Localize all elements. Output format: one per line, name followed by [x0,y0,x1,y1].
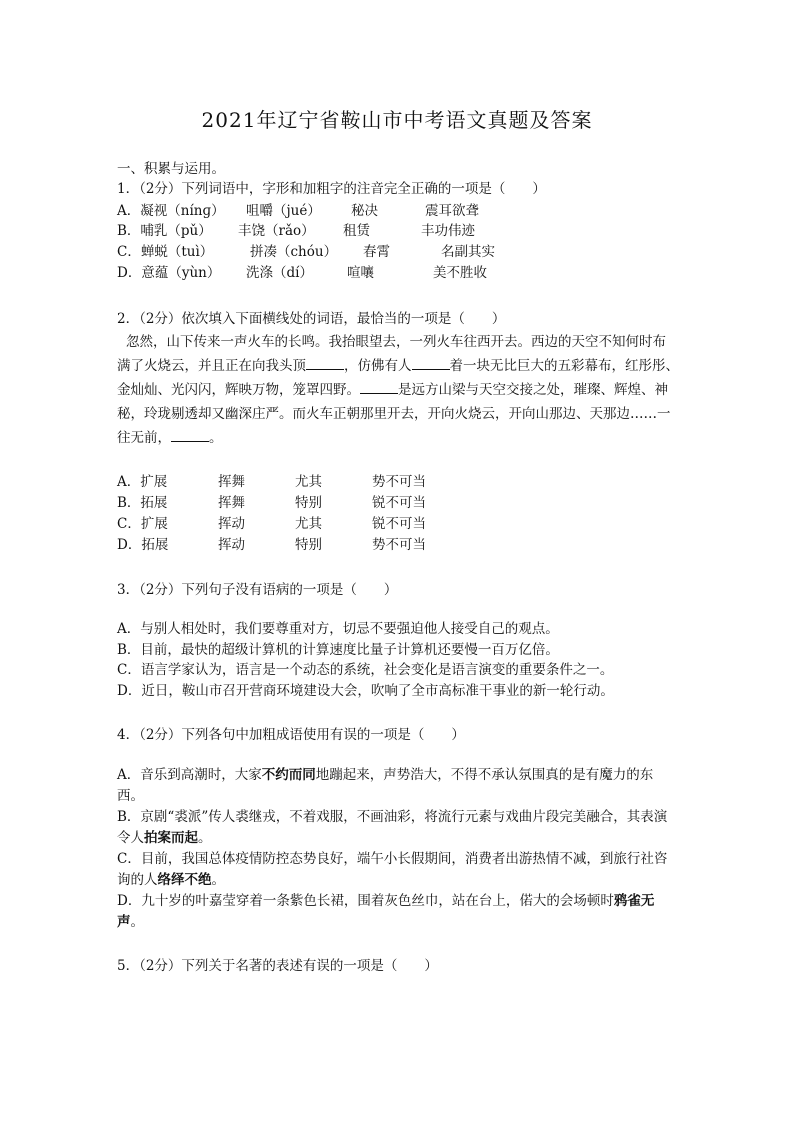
q4-stem: 4．（2分）下列各句中加粗成语使用有误的一项是（ ） [117,727,465,743]
q4-option-b-text-end: 。 [198,830,212,846]
q2-passage-part1: 忽然，山下传来一声火车的长鸣。我抬眼望去，一列火车往西开去。西边的天空不知何时布满了火烧云，并且正在向我头顶 [117,334,666,374]
q1-option-a-word4: 震耳欲聋 [425,203,479,219]
q2-option-a-word2: 挥舞 [218,474,245,490]
fill-blank-2 [412,355,450,370]
q1-option-a-word3: 秘决 [351,203,378,219]
q4-option-a [117,765,679,807]
q2-option-a: A．扩展 [117,474,168,490]
q1-option-d-word3: 喧嚷 [347,265,374,281]
section-heading: 一、积累与运用。 [117,161,225,177]
q2-option-b-word2: 挥舞 [218,495,245,511]
q4-option-a-text: A．音乐到高潮时，大家 [117,767,262,783]
q4-option-d-text-end: 。 [130,914,144,930]
q1-option-c-word3: 春霄 [363,244,390,260]
fill-blank-4 [171,427,209,442]
q3-option-b: B．目前，最快的超级计算机的计算速度比量子计算机还要慢一百万亿倍。 [117,642,559,658]
q2-passage-part4: 是远方山梁与天空交接之处，璀璨、辉煌、神秘，玲珑剔透却又幽深庄严。而火车正朝那里开去，开向火烧云，开向山那边、天那边……一往无前， [117,382,671,446]
q2-option-c-word2: 挥动 [218,516,245,532]
q2-passage-part5: 。 [209,430,223,446]
document-title: 2021年辽宁省鞍山市中考语文真题及答案 [201,108,593,132]
q1-option-c-word4: 名副其实 [441,244,495,260]
q1-option-d: D．意蕴（yùn） [117,265,221,281]
q2-option-c-word4: 锐不可当 [372,516,426,532]
q2-option-d-word3: 特别 [295,537,322,553]
q2-passage-part3: 着一块无比巨大的五彩幕布，红彤彤、金灿灿、光闪闪，辉映万物，笼罩四野。 [117,358,679,398]
q2-passage-part2: ，仿佛有人 [344,358,412,374]
q2-passage [117,330,679,450]
q1-stem: 1．（2分）下列词语中，字形和加粗字的注音完全正确的一项是（ ） [117,181,546,197]
q2-option-d: D．拓展 [117,537,169,553]
fill-blank-1 [306,355,344,370]
q3-stem: 3．（2分）下列句子没有语病的一项是（ ） [117,582,398,598]
q4-option-d [117,891,679,933]
q1-option-c: C．蝉蜕（tuì） [117,244,214,260]
q4-option-d-idiom: 鸦雀无声 [117,893,655,930]
q2-option-b: B．拓展 [117,495,168,511]
q2-option-a-word3: 尤其 [295,474,322,490]
fill-blank-3 [360,379,398,394]
q4-option-a-text-end: 地蹦起来，声势浩大，不得不承认氛围真的是有魔力的东西。 [117,767,654,804]
q4-option-c-text: C．目前，我国总体疫情防控态势良好，端午小长假期间，消费者出游热情不减，到旅行社咨询的人 [117,851,668,888]
q2-option-b-word4: 锐不可当 [372,495,426,511]
q4-option-b [117,807,679,849]
q4-option-a-idiom: 不约而同 [261,767,316,783]
q2-option-d-word2: 挥动 [218,537,245,553]
q4-option-c-text-end: 。 [211,872,225,888]
q2-option-a-word4: 势不可当 [372,474,426,490]
q1-option-d-word2: 洗涤（dí） [246,265,313,281]
q1-option-a-word2: 咀嚼（jué） [246,203,321,219]
q4-option-d-text: D．九十岁的叶嘉莹穿着一条紫色长裙，围着灰色丝巾，站在台上，偌大的会场顿时 [117,893,614,909]
q4-option-b-text: B．京剧“裘派”传人裘继戎，不着戏服，不画油彩，将流行元素与戏曲片段完美融合，其表演令人 [117,809,668,846]
q2-option-b-word3: 特别 [295,495,322,511]
q2-option-c-word3: 尤其 [295,516,322,532]
q3-option-c: C．语言学家认为，语言是一个动态的系统，社会变化是语言演变的重要条件之一。 [117,662,614,678]
q2-option-d-word4: 势不可当 [372,537,426,553]
q4-option-b-idiom: 拍案而起 [144,830,198,846]
q4-option-c [117,849,679,891]
q1-option-d-word4: 美不胜收 [433,265,487,281]
q3-option-d: D．近日，鞍山市召开营商环境建设大会，吹响了全市高标准干事业的新一轮行动。 [117,683,614,699]
q2-option-c: C．扩展 [117,516,168,532]
q1-option-b-word2: 丰饶（rǎo） [238,223,315,239]
q2-stem: 2．（2分）依次填入下面横线处的词语，最恰当的一项是（ ） [117,311,506,327]
q1-option-a: A．凝视（nínɡ） [117,203,225,219]
q1-option-c-word2: 拼凑（chóu） [250,244,338,260]
q4-option-c-idiom: 络绎不绝 [157,872,212,888]
q3-option-a: A．与别人相处时，我们要尊重对方，切忌不要强迫他人接受自己的观点。 [117,621,559,637]
q1-option-b-word4: 丰功伟迹 [421,223,475,239]
q5-stem: 5．（2分）下列关于名著的表述有误的一项是（ ） [117,958,438,974]
q1-option-b: B．哺乳（pǔ） [117,223,212,239]
q1-option-b-word3: 租赁 [343,223,370,239]
